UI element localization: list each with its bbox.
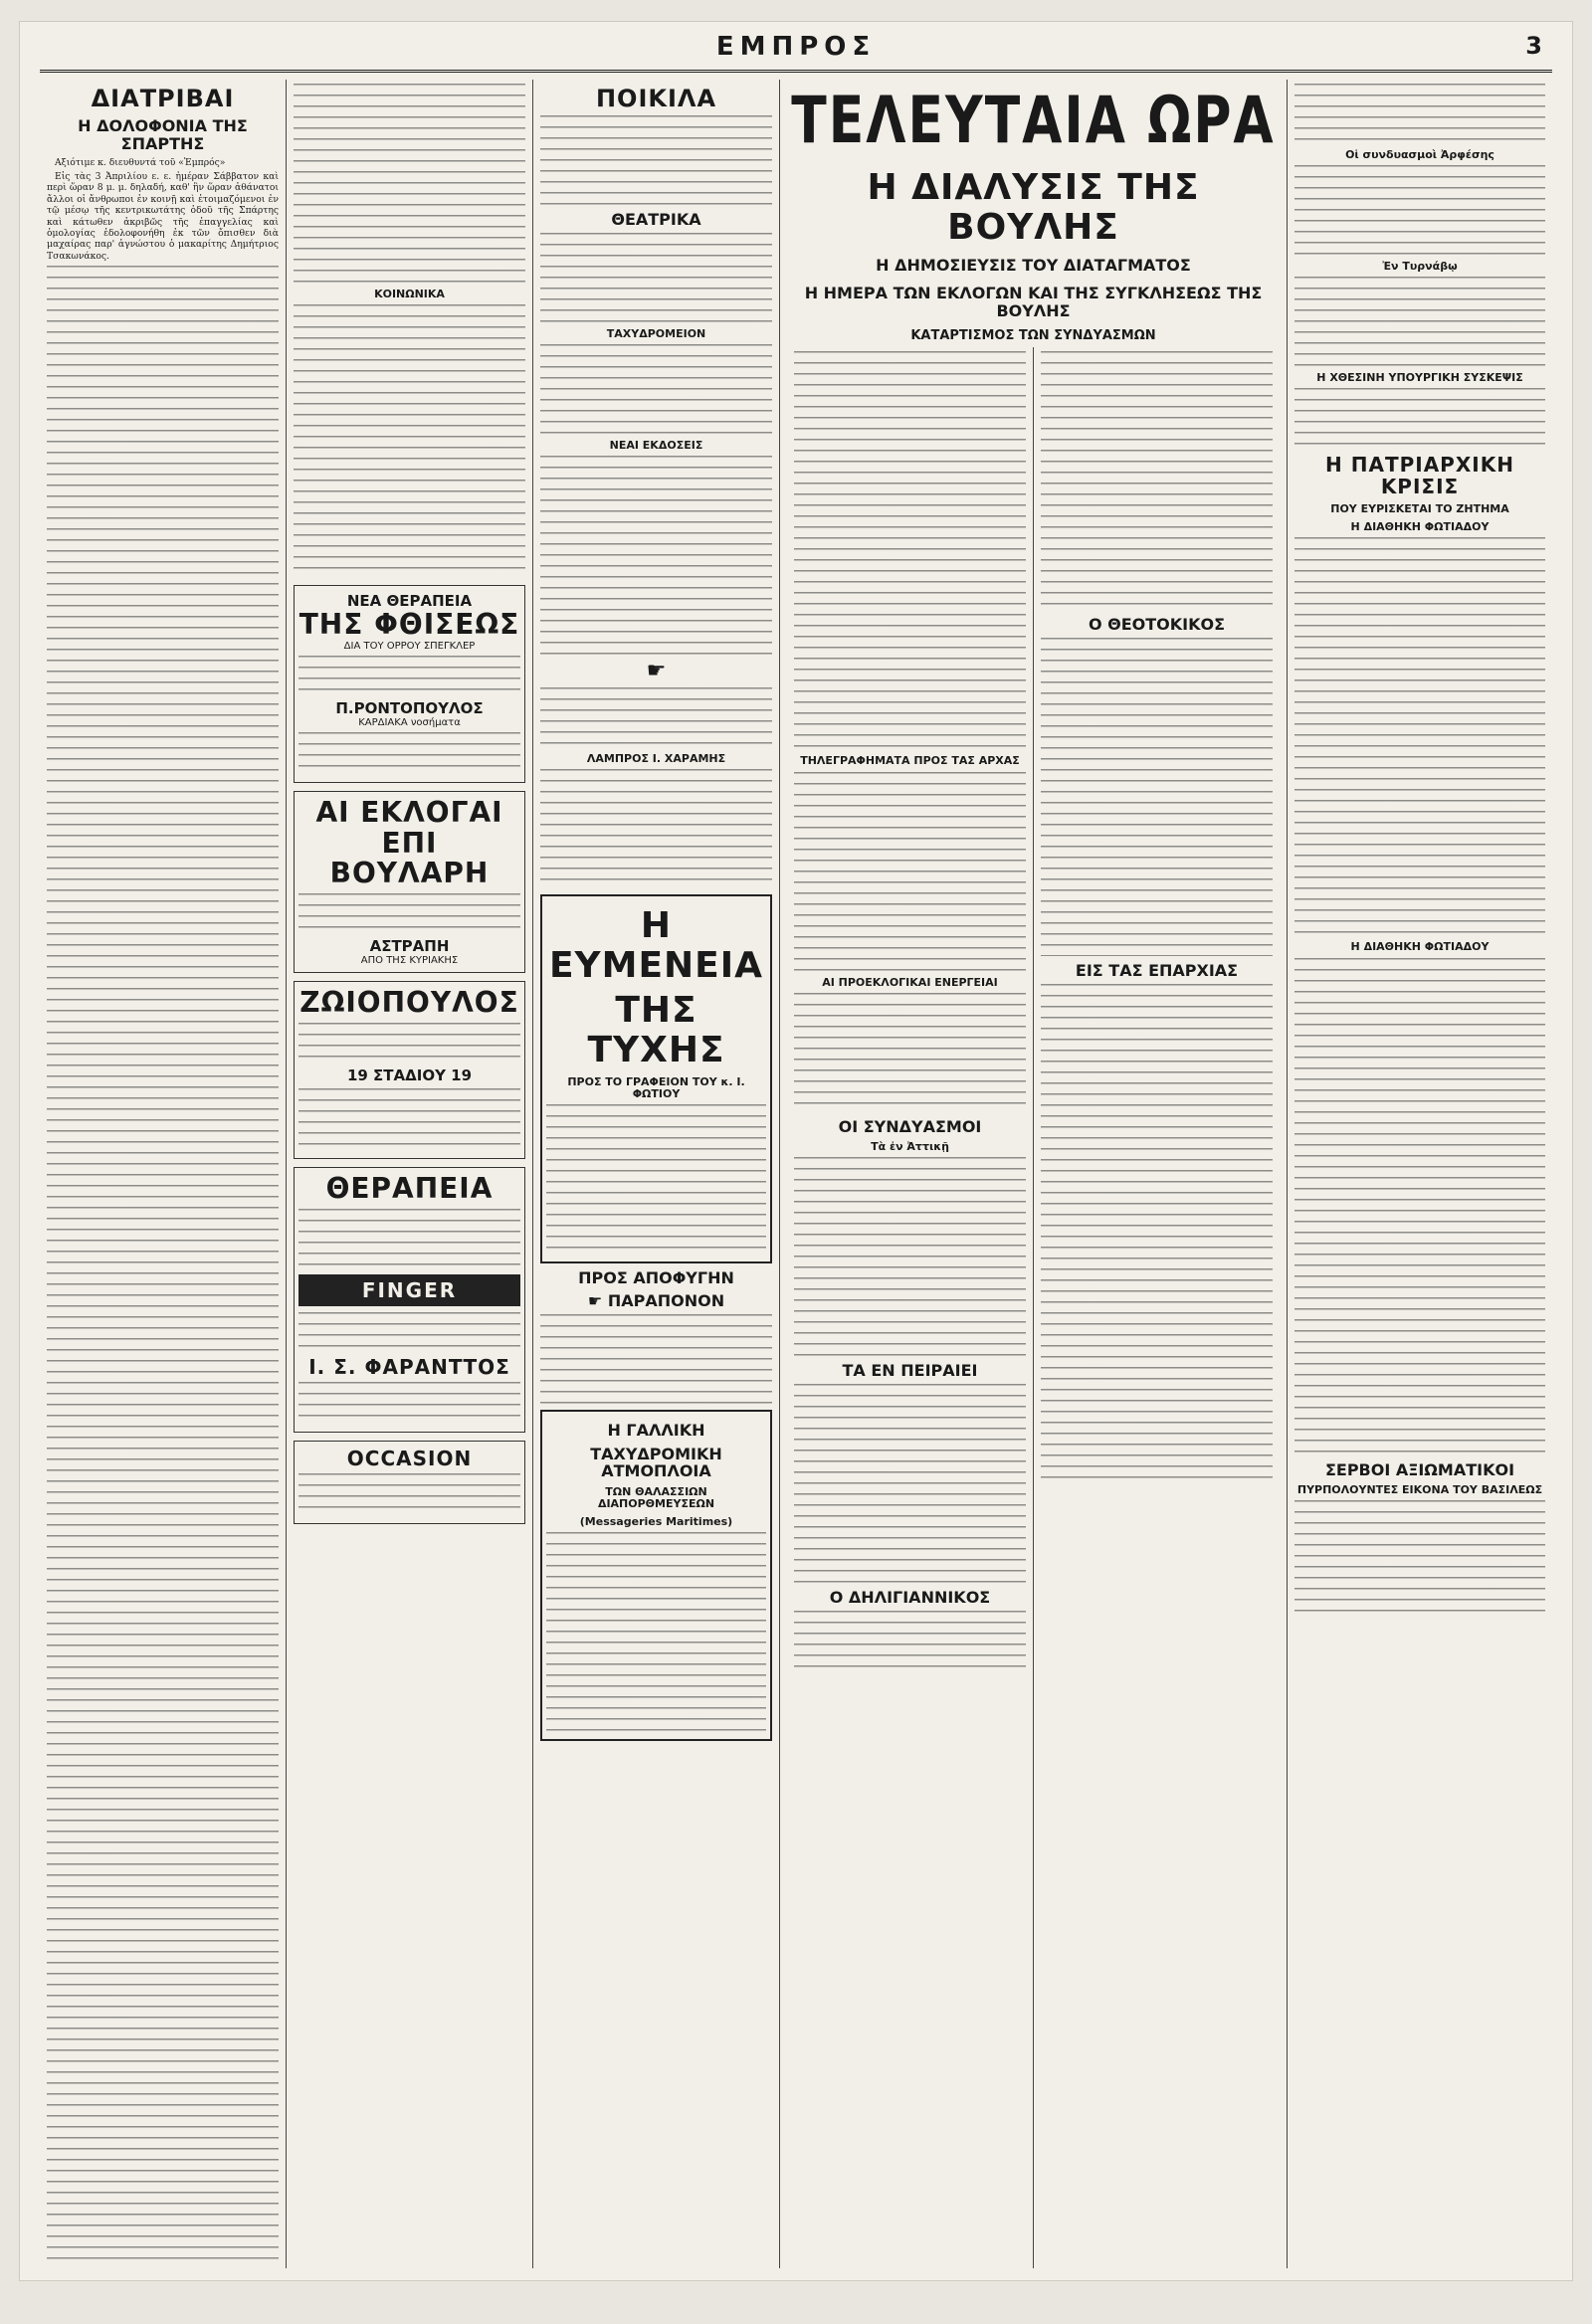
text-lines xyxy=(298,732,520,772)
piraeus-heading: ΤΑ ΕΝ ΠΕΙΡΑΙΕΙ xyxy=(842,1361,978,1381)
therapeia-ad xyxy=(294,1167,525,1433)
decree-heading: Η ΔΗΜΟΣΙΕΥΣΙΣ ΤΟΥ ΔΙΑΤΑΓΜΑΤΟΣ xyxy=(876,256,1191,276)
provinces-heading: ΕΙΣ ΤΑΣ ΕΠΑΡΧΙΑΣ xyxy=(1075,961,1239,981)
hand-pointer-icon: ☛ xyxy=(587,1291,608,1311)
theatre-heading: ΘΕΑΤΡΙΚΑ xyxy=(611,210,701,230)
zoiopoulos-address: 19 ΣΤΑΔΙΟΥ 19 xyxy=(346,1066,473,1085)
text-lines xyxy=(1294,165,1545,255)
newspaper-page xyxy=(20,22,1572,2280)
gallic-box xyxy=(540,1410,772,1741)
text-lines xyxy=(47,1666,279,2268)
farantos-name: Ι. Σ. ΦΑΡΑΝΤΤΟΣ xyxy=(308,1354,510,1379)
combinations-sub-heading: ΟΙ ΣΥΝΔΥΑΣΜΟΙ xyxy=(838,1116,982,1136)
text-lines xyxy=(298,1023,520,1063)
elections-ad xyxy=(294,791,525,973)
text-lines xyxy=(1041,351,1273,610)
text-lines xyxy=(298,1312,520,1352)
lampros-heading: ΛΑΜΠΡΟΣ Ι. ΧΑΡΑΜΗΣ xyxy=(586,752,726,766)
text-lines xyxy=(1294,84,1545,143)
text-lines xyxy=(298,893,520,933)
patriarchal-sub-heading: ΠΟΥ ΕΥΡΙΣΚΕΤΑΙ ΤΟ ΖΗΤΗΜΑ xyxy=(1330,502,1509,516)
page-number: 3 xyxy=(1525,32,1542,60)
text-lines xyxy=(1294,1500,1545,1620)
patriarchal-crisis-heading: Η ΠΑΤΡΙΑΡΧΙΚΗ ΚΡΙΣΙΣ xyxy=(1325,453,1514,499)
text-lines xyxy=(546,1104,766,1254)
poikila-heading: ΠΟΙΚΙΛΑ xyxy=(595,85,717,112)
text-lines xyxy=(794,993,1026,1112)
text-lines xyxy=(546,1532,766,1731)
text-lines xyxy=(1041,638,1273,956)
text-lines xyxy=(294,458,525,577)
complaint-label: ΠΑΡΑΠΟΝΟΝ xyxy=(607,1291,725,1311)
gallic-french: (Messageries Maritimes) xyxy=(579,1514,733,1528)
pre-election-heading: ΑΙ ΠΡΟΕΚΛΟΓΙΚΑΙ ΕΝΕΡΓΕΙΑΙ xyxy=(822,975,998,989)
diatrivai-heading: ΔΙΑΤΡΙΒΑΙ xyxy=(91,85,235,112)
lottery-box xyxy=(540,894,772,1263)
text-lines xyxy=(1041,984,1273,1481)
election-day-heading: Η ΗΜΕΡΑ ΤΩΝ ΕΚΛΟΓΩΝ ΚΑΙ ΤΗΣ ΣΥΓΚΛΗΣΕΩΣ ΤΗΣ ΒΟΥΛΗΣ xyxy=(804,283,1263,320)
complaint-heading xyxy=(540,1292,772,1310)
text-lines xyxy=(1294,388,1545,448)
combinations-heading: ΚΑΤΑΡΤΙΣΜΟΣ ΤΩΝ ΣΥΝΔΥΑΣΜΩΝ xyxy=(910,328,1156,344)
text-lines xyxy=(294,84,525,283)
therapeia-title: ΘΕΡΑΠΕΙΑ xyxy=(325,1172,494,1206)
phthisis-ad-headline: ΤΗΣ ΦΘΙΣΕΩΣ xyxy=(298,608,520,642)
serb-officers-heading: ΣΕΡΒΟΙ ΑΞΙΩΜΑΤΙΚΟΙ xyxy=(1324,1459,1515,1479)
astrapi-sub: ΑΠΟ ΤΗΣ ΚΥΡΙΑΚΗΣ xyxy=(360,955,459,967)
hand-pointer-icon: ☛ xyxy=(646,659,667,684)
text-lines xyxy=(540,769,772,888)
arfesis-heading: Οἱ συνδυασμοὶ Ἀρφέσης xyxy=(1345,148,1494,161)
masthead xyxy=(40,28,1552,73)
deligiannis-heading: Ο ΔΗΛΙΓΙΑΝΝΙΚΟΣ xyxy=(829,1587,991,1607)
new-publications-heading: ΝΕΑΙ ΕΚΔΟΣΕΙΣ xyxy=(609,439,703,453)
zoiopoulos-ad xyxy=(294,981,525,1159)
text-lines xyxy=(794,351,1026,749)
text-lines xyxy=(540,1314,772,1404)
column-4 xyxy=(780,80,1288,2268)
text-lines xyxy=(298,1209,520,1268)
newspaper-title: ΕΜΠΡΟΣ xyxy=(715,32,877,62)
zoiopoulos-name: ΖΩΙΟΠΟΥΛΟΣ xyxy=(299,986,519,1020)
columns xyxy=(40,80,1552,2268)
avoid-heading: ΠΡΟΣ ΑΠΟΦΥΓΗΝ xyxy=(578,1267,734,1287)
text-lines xyxy=(540,456,772,655)
fotiadis-will-heading: Η ΔΙΑΘΗΚΗ ΦΩΤΙΑΔΟΥ xyxy=(1350,520,1490,534)
finger-banner: FINGER xyxy=(298,1274,520,1306)
column-1 xyxy=(40,80,287,2268)
gallic-heading: Η ΓΑΛΛΙΚΗ xyxy=(607,1421,705,1441)
attica-heading: Τὰ ἐν Ἀττικῇ xyxy=(871,1140,949,1154)
text-lines xyxy=(540,344,772,434)
text-lines xyxy=(298,1382,520,1422)
text-lines xyxy=(294,304,525,454)
column-4b xyxy=(1034,347,1280,2268)
astrapi-name: ΑΣΤΡΑΠΗ xyxy=(369,937,450,956)
text-lines xyxy=(540,233,772,322)
text-lines xyxy=(794,1611,1026,1670)
gallic-sub: ΤΩΝ ΘΑΛΑΣΣΙΩΝ ΔΙΑΠΟΡΘΜΕΥΣΕΩΝ xyxy=(597,1484,715,1510)
text-lines xyxy=(298,656,520,695)
occasion-title: OCCASION xyxy=(346,1446,473,1470)
column-2 xyxy=(287,80,533,2268)
serb-officers-sub: ΠΥΡΠΟΛΟΥΝΤΕΣ ΕΙΚΟΝΑ ΤΟΥ ΒΑΣΙΛΕΩΣ xyxy=(1296,1483,1543,1497)
telegrams-heading: ΤΗΛΕΓΡΑΦΗΜΑΤΑ ΠΡΟΣ ΤΑΣ ΑΡΧΑΣ xyxy=(800,754,1020,768)
phthisis-ad-title: ΝΕΑ ΘΕΡΑΠΕΙΑ xyxy=(346,592,473,611)
lottery-heading-2: ΤΗΣ ΤΥΧΗΣ xyxy=(587,990,725,1071)
text-lines xyxy=(298,1473,520,1513)
elections-ad-title: ΑΙ ΕΚΛΟΓΑΙ xyxy=(315,795,503,829)
last-hour-heading: ΤΕΛΕΥΤΑΙΑ ΩΡΑ xyxy=(791,84,1276,159)
phthisis-ad-sub: ΔΙΑ ΤΟΥ ΟΡΡΟΥ ΣΠΕΓΚΛΕΡ xyxy=(343,640,476,652)
text-lines xyxy=(298,1088,520,1148)
text-lines xyxy=(540,687,772,747)
social-heading: ΚΟΙΝΩΝΙΚΑ xyxy=(374,288,445,300)
text-lines xyxy=(47,266,279,962)
letter-salutation: Αξιότιμε κ. διευθυντά τοῦ «Ἐμπρός» xyxy=(55,156,226,168)
mail-heading: ΤΑΧΥΔΡΟΜΕΙΟΝ xyxy=(606,326,706,340)
lottery-heading: Η ΕΥΜΕΝΕΙΑ xyxy=(548,905,764,986)
cabinet-meeting-heading: Η ΧΘΕΣΙΝΗ ΥΠΟΥΡΓΙΚΗ ΣΥΣΚΕΨΙΣ xyxy=(1316,371,1523,385)
text-lines xyxy=(1294,537,1545,935)
column-4a xyxy=(787,347,1034,2268)
column-5 xyxy=(1288,80,1552,2268)
text-lines xyxy=(794,1157,1026,1356)
column-4-split xyxy=(787,347,1280,2268)
occasion-ad xyxy=(294,1441,525,1524)
text-lines xyxy=(794,1384,1026,1583)
text-lines xyxy=(540,115,772,205)
text-lines xyxy=(1294,958,1545,1455)
tyrnavos-heading: Ἐν Τυρνάβῳ xyxy=(1382,260,1458,274)
text-lines xyxy=(1294,277,1545,366)
phthisis-ad xyxy=(294,585,525,783)
column-3 xyxy=(533,80,780,2268)
lottery-sub: ΠΡΟΣ ΤΟ ΓΡΑΦΕΙΟΝ ΤΟΥ κ. Ι. ΦΩΤΙΟΥ xyxy=(567,1074,745,1100)
letter-text: Εἰς τὰς 3 Ἀπριλίου ε. ε. ἡμέραν Σάββατον καὶ περὶ ὥραν 8 μ. μ. δηλαδή, καθ' ἣν ὥραν ἀθάνατοι ἄλλοι οἱ ἄνθρωποι ἐν κοινῇ καὶ ἐτοιμαζόμενοι ἐν τῷ μέσῳ τῆς κεντρικωτάτης ὁδοῦ τῆς Σπάρτης καὶ κάτωθεν ἀκριβῶς τῆς ἐπαγγελίας καὶ ὁμολογίας ἐδολοφονήθη ἐκ τῶν ὄπισθεν διὰ μαχαίρας παρ' ἀγνώστου ὁ μακαρίτης Δημήτριος Τσακωνάκος. xyxy=(47,170,279,262)
rontopoulos-sub: ΚΑΡΔΙΑΚΑ νοσήματα xyxy=(358,716,461,728)
rontopoulos-name: Π.ΡΟΝΤΟΠΟΥΛΟΣ xyxy=(335,698,484,717)
theotokis-heading: Ο ΘΕΟΤΟΚΙΚΟΣ xyxy=(1088,615,1226,635)
elections-ad-sub: ΕΠΙ ΒΟΥΛΑΡΗ xyxy=(329,826,490,890)
text-lines xyxy=(794,772,1026,971)
fotiadis-will-heading-2: Η ΔΙΑΘΗΚΗ ΦΩΤΙΑΔΟΥ xyxy=(1350,940,1490,954)
dissolution-heading: Η ΔΙΑΛΥΣΙΣ ΤΗΣ ΒΟΥΛΗΣ xyxy=(867,167,1200,248)
text-lines xyxy=(47,966,279,1662)
gallic-heading-2: ΤΑΧΥΔΡΟΜΙΚΗ ΑΤΜΟΠΛΟΙΑ xyxy=(590,1444,722,1481)
sparti-murder-heading: Η ΔΟΛΟΦΟΝΙΑ ΤΗΣ ΣΠΑΡΤΗΣ xyxy=(78,116,248,153)
